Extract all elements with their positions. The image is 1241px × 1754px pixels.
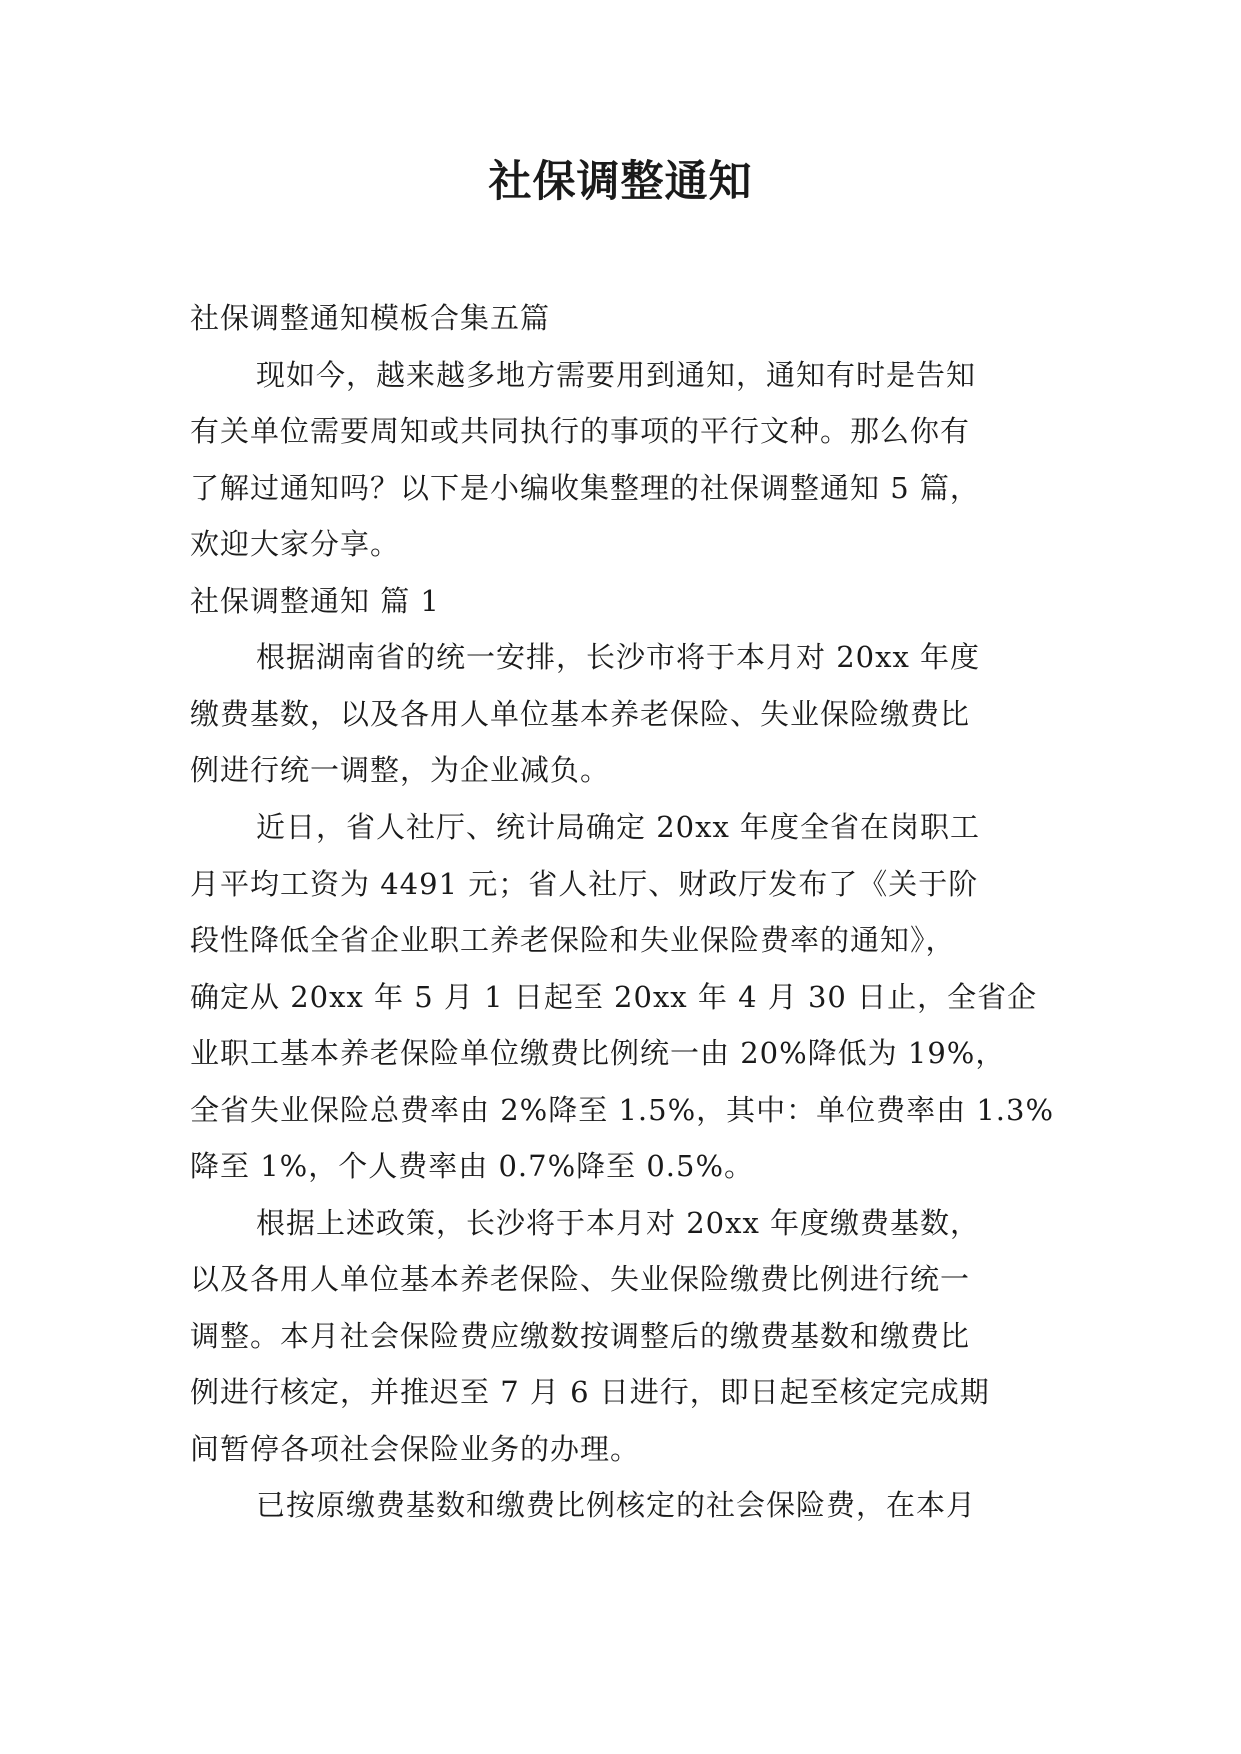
paragraph-line: 例进行统一调整，为企业减负。: [190, 753, 611, 787]
paragraph-line: 欢迎大家分享。: [190, 527, 401, 561]
paragraph-line: 业职工基本养老保险单位缴费比例统一由 20%降低为 19%，: [190, 1036, 1006, 1070]
paragraph-line: 月平均工资为 4491 元；省人社厅、财政厅发布了《关于阶: [190, 867, 979, 901]
paragraph-line: 以及各用人单位基本养老保险、失业保险缴费比例进行统一: [190, 1262, 971, 1296]
paragraph-line: 降至 1%，个人费率由 0.7%降至 0.5%。: [190, 1149, 755, 1183]
paragraph-line: 有关单位需要周知或共同执行的事项的平行文种。那么你有: [190, 414, 971, 448]
paragraph-line: 现如今，越来越多地方需要用到通知，通知有时是告知: [256, 358, 977, 392]
paragraph-line: 确定从 20xx 年 5 月 1 日起至 20xx 年 4 月 30 日止，全省企: [190, 980, 1038, 1014]
paragraph-line: 根据湖南省的统一安排，长沙市将于本月对 20xx 年度: [256, 640, 981, 674]
subtitle-line: 社保调整通知模板合集五篇: [190, 301, 551, 335]
paragraph-line: 缴费基数，以及各用人单位基本养老保险、失业保险缴费比: [190, 697, 971, 731]
paragraph-line: 例进行核定，并推迟至 7 月 6 日进行，即日起至核定完成期: [190, 1375, 990, 1409]
paragraph-line: 间暂停各项社会保险业务的办理。: [190, 1432, 641, 1466]
paragraph-line: 调整。本月社会保险费应缴数按调整后的缴费基数和缴费比: [190, 1319, 971, 1353]
document-title: 社保调整通知: [488, 157, 753, 207]
paragraph-line: 根据上述政策，长沙将于本月对 20xx 年度缴费基数，: [256, 1206, 981, 1240]
paragraph-line: 了解过通知吗？以下是小编收集整理的社保调整通知 5 篇，: [190, 471, 980, 505]
paragraph-line: 段性降低全省企业职工养老保险和失业保险费率的通知》，: [190, 923, 956, 957]
paragraph-line: 全省失业保险总费率由 2%降至 1.5%，其中：单位费率由 1.3%: [190, 1093, 1055, 1127]
paragraph-line: 已按原缴费基数和缴费比例核定的社会保险费，在本月: [256, 1488, 977, 1522]
paragraph-line: 近日，省人社厅、统计局确定 20xx 年度全省在岗职工: [256, 810, 981, 844]
section-heading: 社保调整通知 篇 1: [190, 584, 440, 618]
